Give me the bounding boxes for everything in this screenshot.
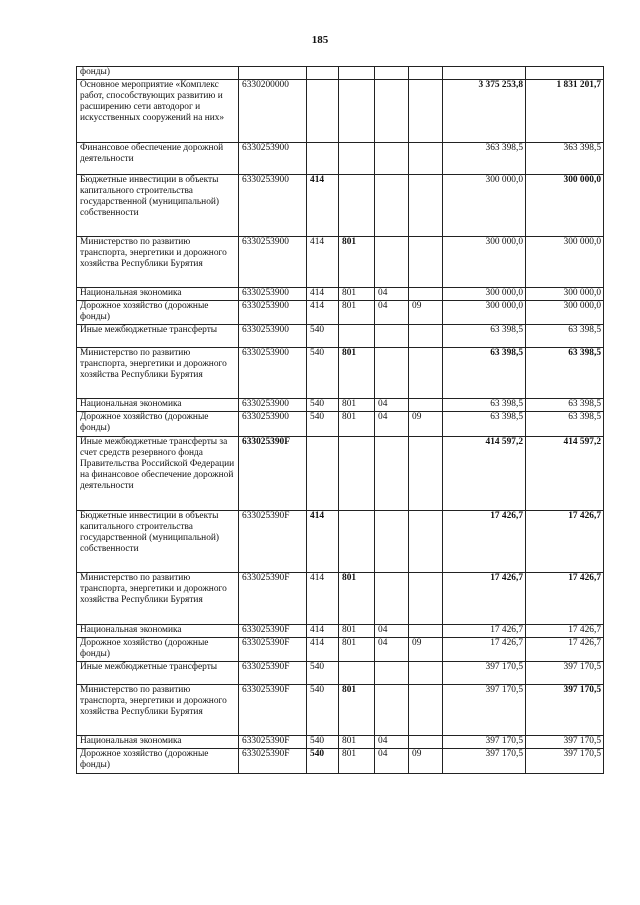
cell-subsection [409,143,443,175]
cell-sum-year-2: 17 426,7 [526,511,604,573]
cell-sum-year-1: 363 398,5 [443,143,526,175]
cell-ministry-code [339,143,375,175]
cell-name: фонды) [77,67,239,80]
cell-ministry-code [339,175,375,237]
cell-sum-year-1: 414 597,2 [443,437,526,511]
cell-sum-year-1: 300 000,0 [443,301,526,325]
cell-target-article: 633025390F [239,749,307,774]
cell-name: Бюджетные инвестиции в объекты капитального строительства государственной (муниципальной) собственности [77,511,239,573]
cell-ministry-code: 801 [339,736,375,749]
cell-subsection [409,625,443,638]
budget-table [76,66,604,774]
cell-name: Министерство по развитию транспорта, энергетики и дорожного хозяйства Республики Бурятия [77,237,239,288]
cell-sum-year-1: 63 398,5 [443,325,526,348]
cell-section [375,662,409,685]
cell-sum-year-1: 17 426,7 [443,511,526,573]
cell-section [375,80,409,143]
table-row [77,80,604,143]
cell-sum-year-2: 397 170,5 [526,749,604,774]
cell-name: Национальная экономика [77,399,239,412]
cell-section: 04 [375,638,409,662]
cell-section: 04 [375,399,409,412]
cell-subsection [409,175,443,237]
cell-target-article: 6330253900 [239,399,307,412]
table-row [77,175,604,237]
cell-section [375,573,409,625]
cell-sum-year-1: 17 426,7 [443,625,526,638]
cell-target-article: 6330253900 [239,348,307,399]
cell-sum-year-2: 397 170,5 [526,685,604,736]
cell-ministry-code: 801 [339,288,375,301]
cell-sum-year-1: 300 000,0 [443,237,526,288]
cell-subsection [409,573,443,625]
cell-section: 04 [375,736,409,749]
cell-expense-type: 540 [307,662,339,685]
cell-subsection [409,288,443,301]
cell-target-article: 633025390F [239,638,307,662]
cell-sum-year-2: 300 000,0 [526,175,604,237]
cell-target-article: 6330253900 [239,301,307,325]
table-row [77,237,604,288]
table-row [77,638,604,662]
cell-target-article: 6330253900 [239,288,307,301]
cell-name: Национальная экономика [77,288,239,301]
cell-target-article: 633025390F [239,511,307,573]
cell-sum-year-2 [526,67,604,80]
cell-subsection [409,67,443,80]
cell-sum-year-1: 397 170,5 [443,749,526,774]
cell-subsection [409,662,443,685]
cell-target-article: 633025390F [239,736,307,749]
cell-target-article: 6330253900 [239,412,307,437]
table-row [77,143,604,175]
cell-subsection [409,237,443,288]
cell-target-article: 633025390F [239,437,307,511]
cell-name: Бюджетные инвестиции в объекты капитального строительства государственной (муниципальной) собственности [77,175,239,237]
cell-sum-year-2: 17 426,7 [526,625,604,638]
cell-sum-year-1: 63 398,5 [443,348,526,399]
cell-sum-year-2: 63 398,5 [526,399,604,412]
cell-expense-type: 414 [307,301,339,325]
cell-ministry-code: 801 [339,573,375,625]
cell-subsection [409,325,443,348]
cell-subsection: 09 [409,301,443,325]
cell-sum-year-1: 397 170,5 [443,662,526,685]
table-row [77,348,604,399]
cell-subsection [409,511,443,573]
cell-expense-type: 414 [307,511,339,573]
cell-ministry-code: 801 [339,301,375,325]
cell-expense-type: 414 [307,288,339,301]
cell-sum-year-1: 3 375 253,8 [443,80,526,143]
cell-section: 04 [375,749,409,774]
cell-sum-year-1: 17 426,7 [443,638,526,662]
table-row [77,625,604,638]
cell-ministry-code: 801 [339,412,375,437]
cell-target-article: 633025390F [239,573,307,625]
cell-ministry-code [339,67,375,80]
cell-sum-year-2: 363 398,5 [526,143,604,175]
cell-name: Министерство по развитию транспорта, энергетики и дорожного хозяйства Республики Бурятия [77,348,239,399]
table-row [77,685,604,736]
cell-sum-year-2: 1 831 201,7 [526,80,604,143]
cell-subsection [409,80,443,143]
cell-subsection [409,685,443,736]
cell-expense-type: 540 [307,325,339,348]
cell-name: Дорожное хозяйство (дорожные фонды) [77,301,239,325]
cell-sum-year-1: 397 170,5 [443,736,526,749]
cell-expense-type: 540 [307,412,339,437]
table-row [77,437,604,511]
cell-sum-year-2: 397 170,5 [526,662,604,685]
cell-subsection [409,399,443,412]
cell-sum-year-1: 300 000,0 [443,175,526,237]
cell-section [375,437,409,511]
cell-target-article: 6330253900 [239,325,307,348]
table-row [77,399,604,412]
cell-sum-year-2: 414 597,2 [526,437,604,511]
cell-ministry-code [339,511,375,573]
cell-section [375,237,409,288]
cell-section: 04 [375,288,409,301]
cell-name: Иные межбюджетные трансферты за счет средств резервного фонда Правительства Российской Федерации на финансовое обеспечение дорожной деятельности [77,437,239,511]
cell-sum-year-1: 63 398,5 [443,412,526,437]
cell-sum-year-2: 17 426,7 [526,573,604,625]
cell-subsection [409,348,443,399]
cell-expense-type: 414 [307,625,339,638]
cell-ministry-code: 801 [339,749,375,774]
cell-name: Основное мероприятие «Комплекс работ, способствующих развитию и расширению сети автодорог и искусственных сооружений на них» [77,80,239,143]
cell-section [375,143,409,175]
table-row [77,736,604,749]
cell-subsection [409,437,443,511]
cell-sum-year-2: 300 000,0 [526,301,604,325]
cell-name: Иные межбюджетные трансферты [77,662,239,685]
cell-section [375,511,409,573]
cell-subsection: 09 [409,749,443,774]
cell-target-article: 633025390F [239,625,307,638]
cell-target-article [239,67,307,80]
table-row [77,288,604,301]
cell-name: Дорожное хозяйство (дорожные фонды) [77,412,239,437]
cell-expense-type: 414 [307,638,339,662]
cell-ministry-code: 801 [339,237,375,288]
cell-subsection [409,736,443,749]
table-row [77,301,604,325]
cell-target-article: 6330253900 [239,237,307,288]
cell-expense-type: 540 [307,348,339,399]
table-row [77,67,604,80]
cell-ministry-code: 801 [339,638,375,662]
cell-expense-type: 414 [307,573,339,625]
cell-target-article: 6330200000 [239,80,307,143]
cell-section: 04 [375,301,409,325]
cell-sum-year-1: 17 426,7 [443,573,526,625]
cell-expense-type: 540 [307,749,339,774]
table-row [77,511,604,573]
table-row [77,325,604,348]
cell-sum-year-2: 63 398,5 [526,412,604,437]
cell-ministry-code [339,662,375,685]
cell-section [375,348,409,399]
cell-sum-year-2: 63 398,5 [526,348,604,399]
cell-expense-type [307,143,339,175]
cell-sum-year-1: 397 170,5 [443,685,526,736]
cell-section [375,67,409,80]
table-row [77,573,604,625]
cell-section [375,685,409,736]
cell-sum-year-1: 63 398,5 [443,399,526,412]
cell-ministry-code: 801 [339,348,375,399]
cell-name: Министерство по развитию транспорта, энергетики и дорожного хозяйства Республики Бурятия [77,685,239,736]
cell-name: Национальная экономика [77,625,239,638]
cell-name: Дорожное хозяйство (дорожные фонды) [77,638,239,662]
cell-sum-year-1 [443,67,526,80]
cell-sum-year-1: 300 000,0 [443,288,526,301]
cell-ministry-code [339,325,375,348]
cell-sum-year-2: 17 426,7 [526,638,604,662]
cell-section [375,175,409,237]
cell-subsection: 09 [409,638,443,662]
cell-expense-type [307,437,339,511]
cell-sum-year-2: 63 398,5 [526,325,604,348]
cell-target-article: 633025390F [239,662,307,685]
page-number: 185 [311,34,329,46]
cell-name: Дорожное хозяйство (дорожные фонды) [77,749,239,774]
cell-target-article: 6330253900 [239,175,307,237]
cell-sum-year-2: 300 000,0 [526,288,604,301]
cell-section: 04 [375,412,409,437]
cell-expense-type: 414 [307,237,339,288]
cell-ministry-code [339,80,375,143]
cell-expense-type: 540 [307,736,339,749]
cell-expense-type: 540 [307,685,339,736]
cell-name: Иные межбюджетные трансферты [77,325,239,348]
cell-ministry-code [339,437,375,511]
cell-ministry-code: 801 [339,625,375,638]
cell-sum-year-2: 300 000,0 [526,237,604,288]
cell-expense-type [307,67,339,80]
cell-section [375,325,409,348]
table-body [77,67,604,774]
cell-name: Министерство по развитию транспорта, энергетики и дорожного хозяйства Республики Бурятия [77,573,239,625]
cell-expense-type: 414 [307,175,339,237]
cell-ministry-code: 801 [339,685,375,736]
table-row [77,662,604,685]
table-row [77,749,604,774]
cell-name: Финансовое обеспечение дорожной деятельности [77,143,239,175]
cell-expense-type: 540 [307,399,339,412]
table-row [77,412,604,437]
cell-expense-type [307,80,339,143]
cell-target-article: 633025390F [239,685,307,736]
cell-subsection: 09 [409,412,443,437]
cell-ministry-code: 801 [339,399,375,412]
cell-sum-year-2: 397 170,5 [526,736,604,749]
cell-section: 04 [375,625,409,638]
cell-name: Национальная экономика [77,736,239,749]
cell-target-article: 6330253900 [239,143,307,175]
